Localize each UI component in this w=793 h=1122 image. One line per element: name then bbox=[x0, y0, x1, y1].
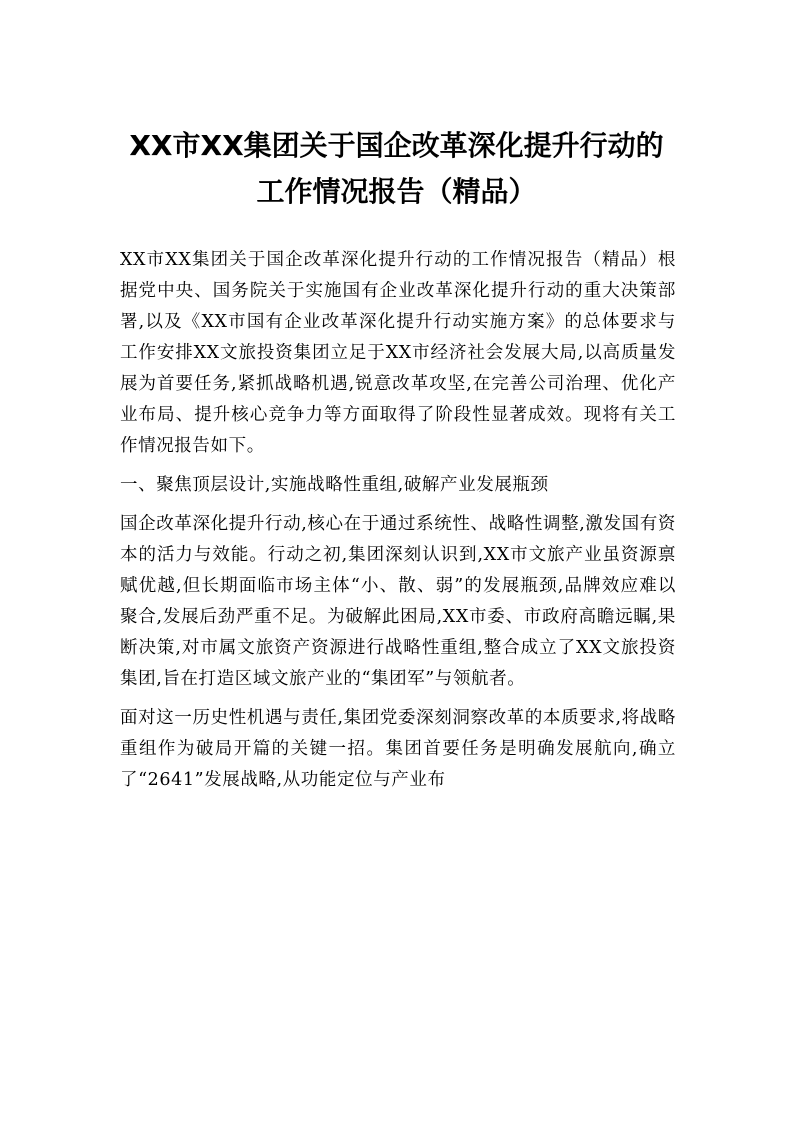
section-heading-1: 一、聚焦顶层设计,实施战略性重组,破解产业发展瓶颈 bbox=[120, 475, 549, 495]
paragraph-section-1-a: 国企改革深化提升行动,核心在于通过系统性、战略性调整,激发国有资本的活力与效能。行动之初,集团深刻认识到,XX市文旅产业虽资源禀赋优越,但长期面临市场主体“小、散、弱”的发展瓶颈,品牌效应难以聚合,发展后劲严重不足。为破解此困局,XX市委、市政府高瞻远瞩,果断决策,对市属文旅资产资源进行战略性重组,整合成立了XX文旅投资集团,旨在打造区域文旅产业的“集团军”与领航者。 bbox=[120, 514, 676, 689]
document-title-line-1: XX市XX集团关于国企改革深化提升行动的 bbox=[129, 129, 664, 162]
document-title-line-2: 工作情况报告（精品） bbox=[256, 175, 537, 208]
document-body bbox=[120, 245, 676, 804]
paragraph-section-1-b: 面对这一历史性机遇与责任,集团党委深刻洞察改革的本质要求,将战略重组作为破局开篇的关键一招。集团首要任务是明确发展航向,确立了“2641”发展战略,从功能定位与产业布 bbox=[120, 708, 676, 790]
paragraph-intro: XX市XX集团关于国企改革深化提升行动的工作情况报告（精品）根据党中央、国务院关于实施国有企业改革深化提升行动的重大决策部署,以及《XX市国有企业改革深化提升行动实施方案》的总体要求与工作安排XX文旅投资集团立足于XX市经济社会发展大局,以高质量发展为首要任务,紧抓战略机遇,锐意改革攻坚,在完善公司治理、优化产业布局、提升核心竞争力等方面取得了阶段性显著成效。现将有关工作情况报告如下。 bbox=[120, 250, 676, 456]
